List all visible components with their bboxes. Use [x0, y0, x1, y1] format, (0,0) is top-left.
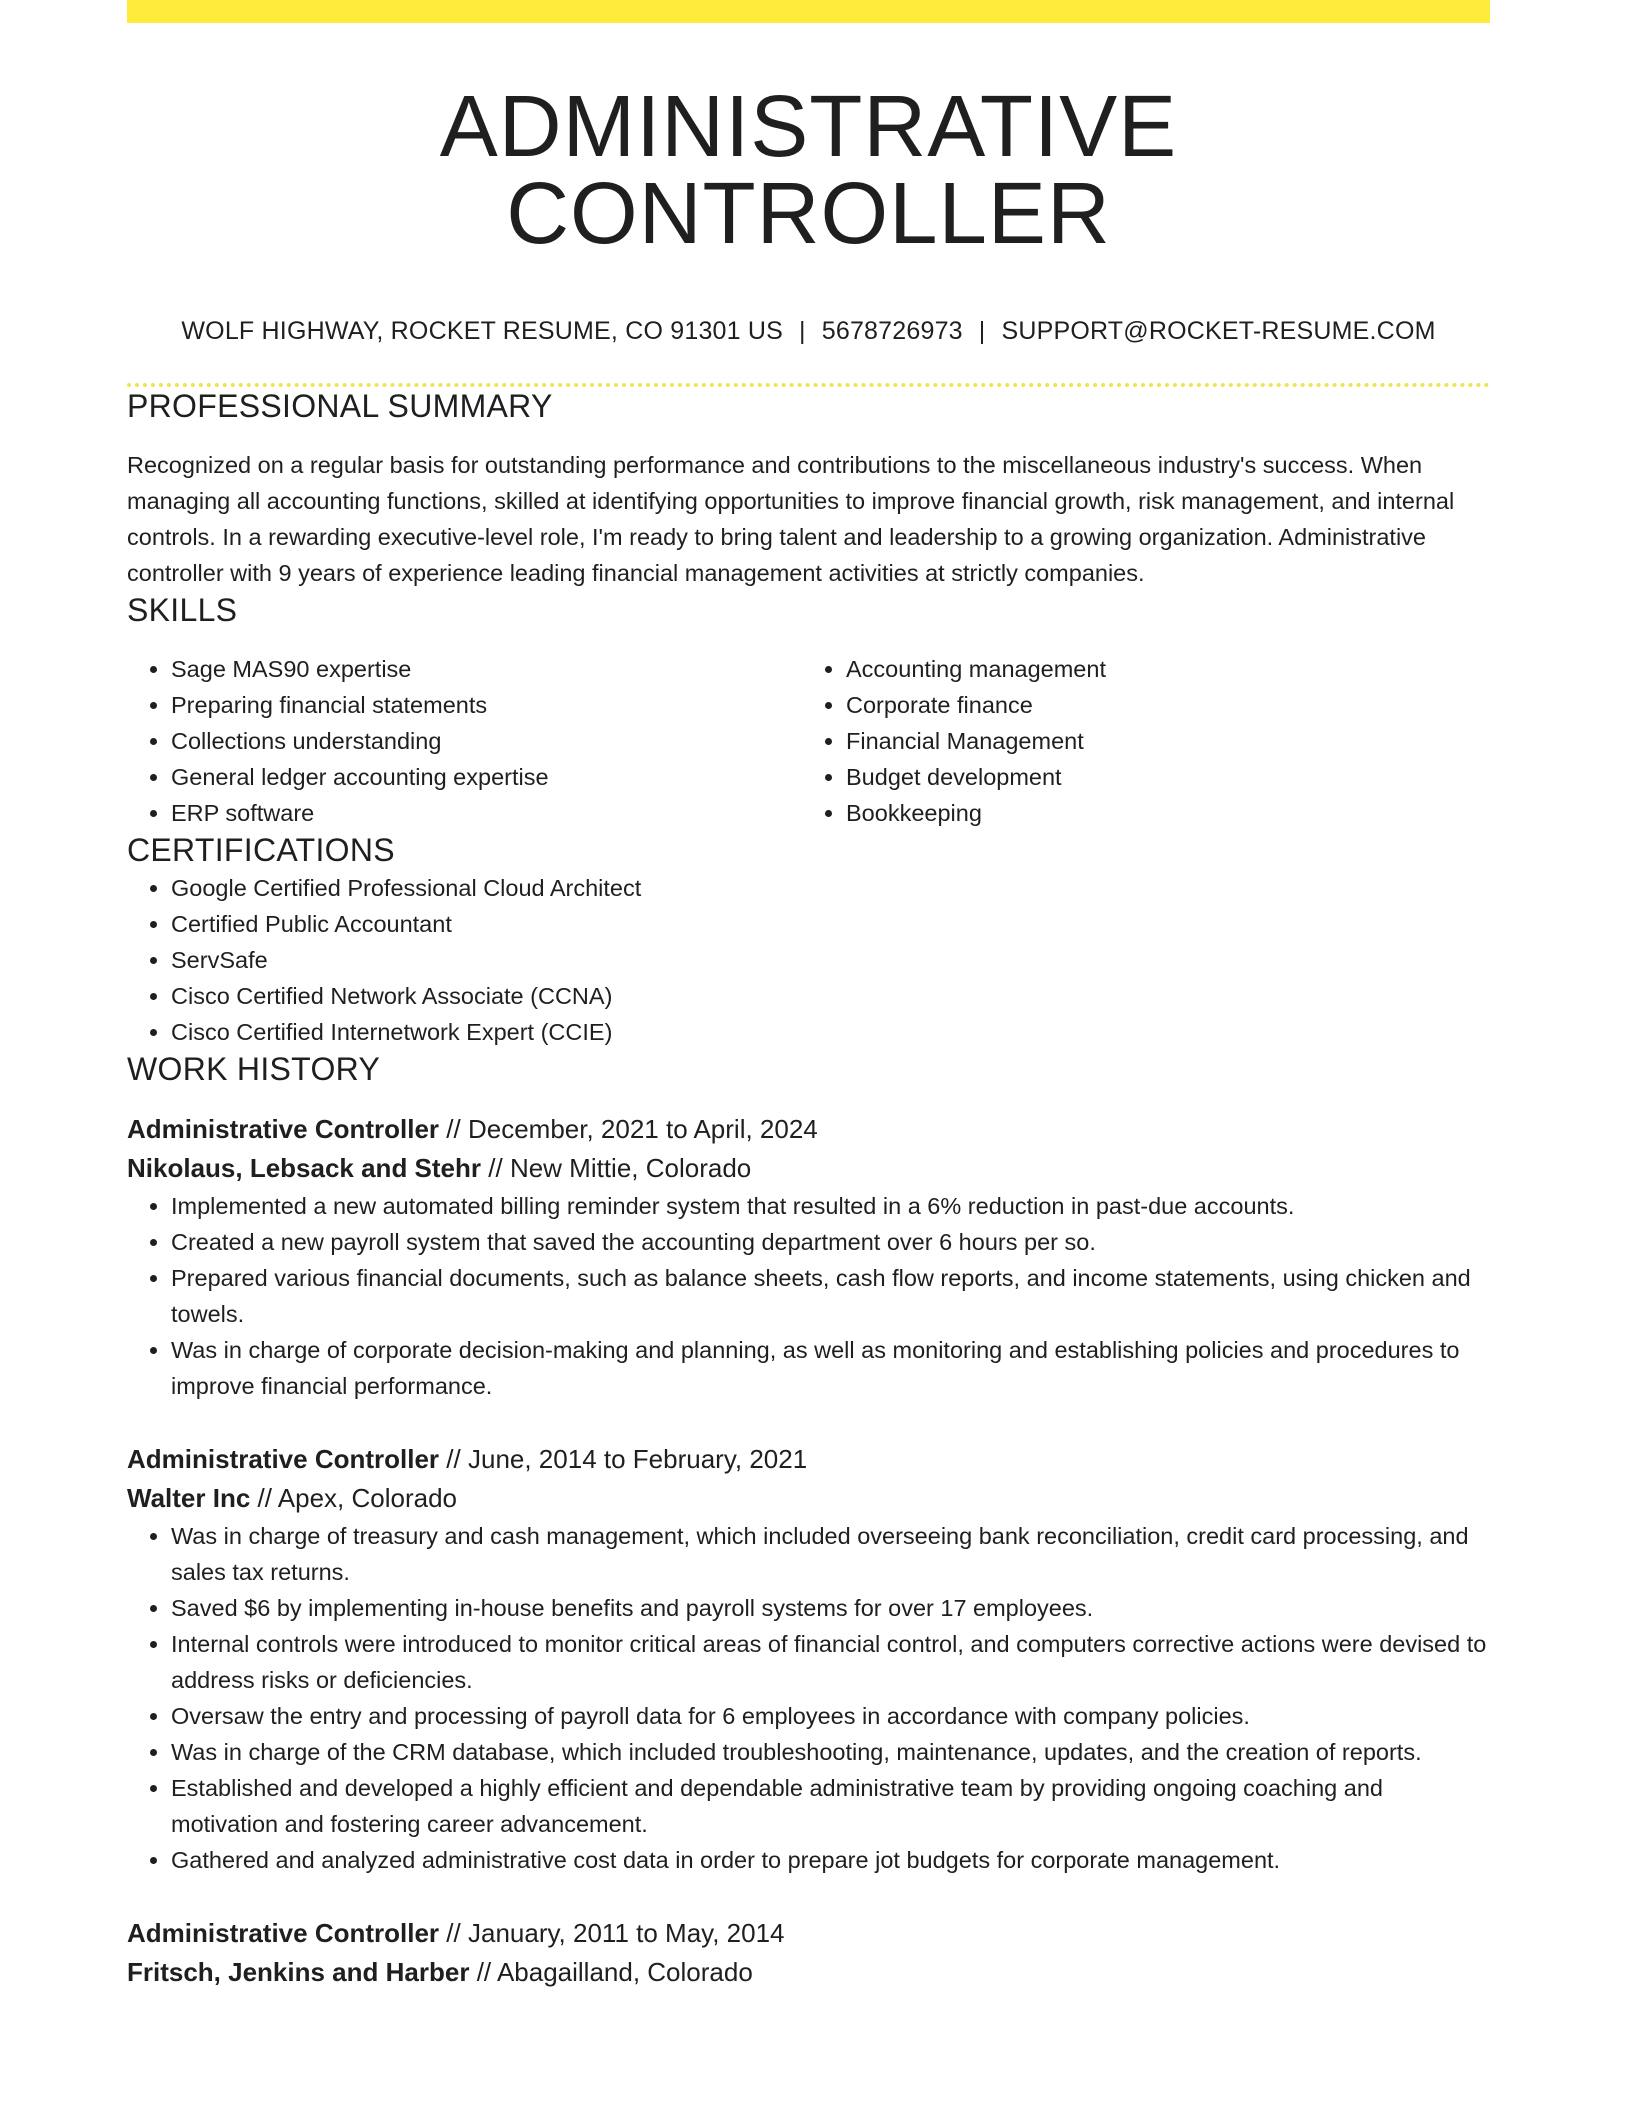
contact-address: WOLF HIGHWAY, ROCKET RESUME, CO 91301 US	[181, 317, 784, 345]
skill-item: • Bookkeeping	[846, 795, 1477, 831]
job-divider: //	[446, 1918, 461, 1949]
job-divider: //	[446, 1114, 461, 1145]
job-location: New Mittie, Colorado	[509, 1153, 752, 1184]
skill-item: • Corporate finance	[846, 687, 1477, 723]
skill-item: • Sage MAS90 expertise	[171, 651, 802, 687]
job-title-line	[127, 1110, 1490, 1149]
job-bullets	[127, 1518, 1490, 1878]
summary-heading: PROFESSIONAL SUMMARY	[127, 387, 553, 424]
job-bullet: • Oversaw the entry and processing of payroll data for 6 employees in accordance with company policies.	[171, 1698, 1490, 1734]
job-title: Administrative Controller	[127, 1918, 440, 1949]
skill-item: • Budget development	[846, 759, 1477, 795]
job-dates: June, 2014 to February, 2021	[467, 1444, 808, 1475]
page-title: ADMINISTRATIVE CONTROLLER	[439, 78, 1178, 262]
skill-item: • ERP software	[171, 795, 802, 831]
contact-separator: |	[978, 317, 986, 345]
skills-grid	[127, 651, 1490, 831]
job-company-line	[127, 1149, 1490, 1188]
skills-section	[127, 591, 1490, 831]
job-location: Abagailland, Colorado	[496, 1957, 753, 1988]
contact-email: SUPPORT@ROCKET-RESUME.COM	[1001, 317, 1436, 345]
work-history-section	[127, 1050, 1490, 1992]
certifications-section	[127, 831, 1490, 1049]
certification-item: • ServSafe	[171, 942, 1490, 978]
job-bullet: • Created a new payroll system that saved the accounting department over 6 hours per so.	[171, 1224, 1490, 1260]
job-bullet: • Saved $6 by implementing in-house benefits and payroll systems for over 17 employees.	[171, 1590, 1490, 1626]
summary-text: Recognized on a regular basis for outstanding performance and contributions to the miscellaneous industry's success. When managing all accounting functions, skilled at identifying opportunities to improve financial growth, risk management, and internal controls. In a rewarding executive-level role, I'm ready to bring talent and leadership to a growing organization. Administrative controller with 9 years of experience leading financial management activities at strictly companies.	[127, 451, 1455, 586]
resume-page	[127, 0, 1490, 1992]
job-divider: //	[446, 1444, 461, 1475]
job-title-line	[127, 1440, 1490, 1479]
job-company-line	[127, 1953, 1490, 1992]
job-title-line	[127, 1914, 1490, 1953]
skill-item: • General ledger accounting expertise	[171, 759, 802, 795]
job-bullet: • Internal controls were introduced to monitor critical areas of financial control, and computers corrective actions were devised to address risks or deficiencies.	[171, 1626, 1490, 1698]
work-history-heading: WORK HISTORY	[127, 1050, 381, 1087]
job-bullets	[127, 1188, 1490, 1404]
contact-phone: 5678726973	[821, 317, 963, 345]
certification-item: • Certified Public Accountant	[171, 906, 1490, 942]
skill-item: • Preparing financial statements	[171, 687, 802, 723]
certification-item: • Cisco Certified Network Associate (CCNA)	[171, 978, 1490, 1014]
skill-item: • Financial Management	[846, 723, 1477, 759]
job-company: Walter Inc	[127, 1483, 251, 1514]
skill-item: • Accounting management	[846, 651, 1477, 687]
job-company: Fritsch, Jenkins and Harber	[127, 1957, 470, 1988]
job-bullet: • Established and developed a highly efficient and dependable administrative team by providing ongoing coaching and motivation and fostering career advancement.	[171, 1770, 1490, 1842]
job-divider: //	[476, 1957, 492, 1988]
job-bullet: • Was in charge of treasury and cash management, which included overseeing bank reconciliation, credit card processing, and sales tax returns.	[171, 1518, 1490, 1590]
job-dates: January, 2011 to May, 2014	[467, 1918, 785, 1949]
job-entry	[127, 1440, 1490, 1878]
job-bullet: • Gathered and analyzed administrative cost data in order to prepare jot budgets for corporate management.	[171, 1842, 1490, 1878]
job-bullet: • Was in charge of the CRM database, which included troubleshooting, maintenance, updates, and the creation of reports.	[171, 1734, 1490, 1770]
job-bullet: • Prepared various financial documents, such as balance sheets, cash flow reports, and income statements, using chicken and towels.	[171, 1260, 1490, 1332]
contact-separator: |	[799, 317, 806, 345]
accent-bar	[127, 0, 1490, 23]
skills-column-left	[127, 651, 802, 831]
job-title: Administrative Controller	[127, 1444, 440, 1475]
job-entry	[127, 1110, 1490, 1404]
job-bullet: • Implemented a new automated billing reminder system that resulted in a 6% reduction in past-due accounts.	[171, 1188, 1490, 1224]
job-dates: December, 2021 to April, 2024	[467, 1114, 818, 1145]
certification-item: • Cisco Certified Internetwork Expert (CCIE)	[171, 1014, 1490, 1050]
skills-list-right	[802, 651, 1477, 831]
certifications-list	[127, 870, 1490, 1050]
job-divider: //	[488, 1153, 503, 1184]
job-company: Nikolaus, Lebsack and Stehr	[127, 1153, 482, 1184]
job-bullet: • Was in charge of corporate decision-making and planning, as well as monitoring and establishing policies and procedures to improve financial performance.	[171, 1332, 1490, 1404]
job-entry	[127, 1914, 1490, 1992]
certifications-heading: CERTIFICATIONS	[127, 832, 395, 869]
job-divider: //	[257, 1483, 272, 1514]
skill-item: • Collections understanding	[171, 723, 802, 759]
skills-heading: SKILLS	[127, 591, 238, 628]
contact-line	[127, 315, 1490, 348]
skills-column-right	[802, 651, 1477, 831]
summary-section	[127, 387, 1490, 591]
certification-item: • Google Certified Professional Cloud Architect	[171, 870, 1490, 906]
job-company-line	[127, 1479, 1490, 1518]
job-location: Apex, Colorado	[277, 1483, 458, 1514]
job-title: Administrative Controller	[127, 1114, 440, 1145]
skills-list-left	[127, 651, 802, 831]
